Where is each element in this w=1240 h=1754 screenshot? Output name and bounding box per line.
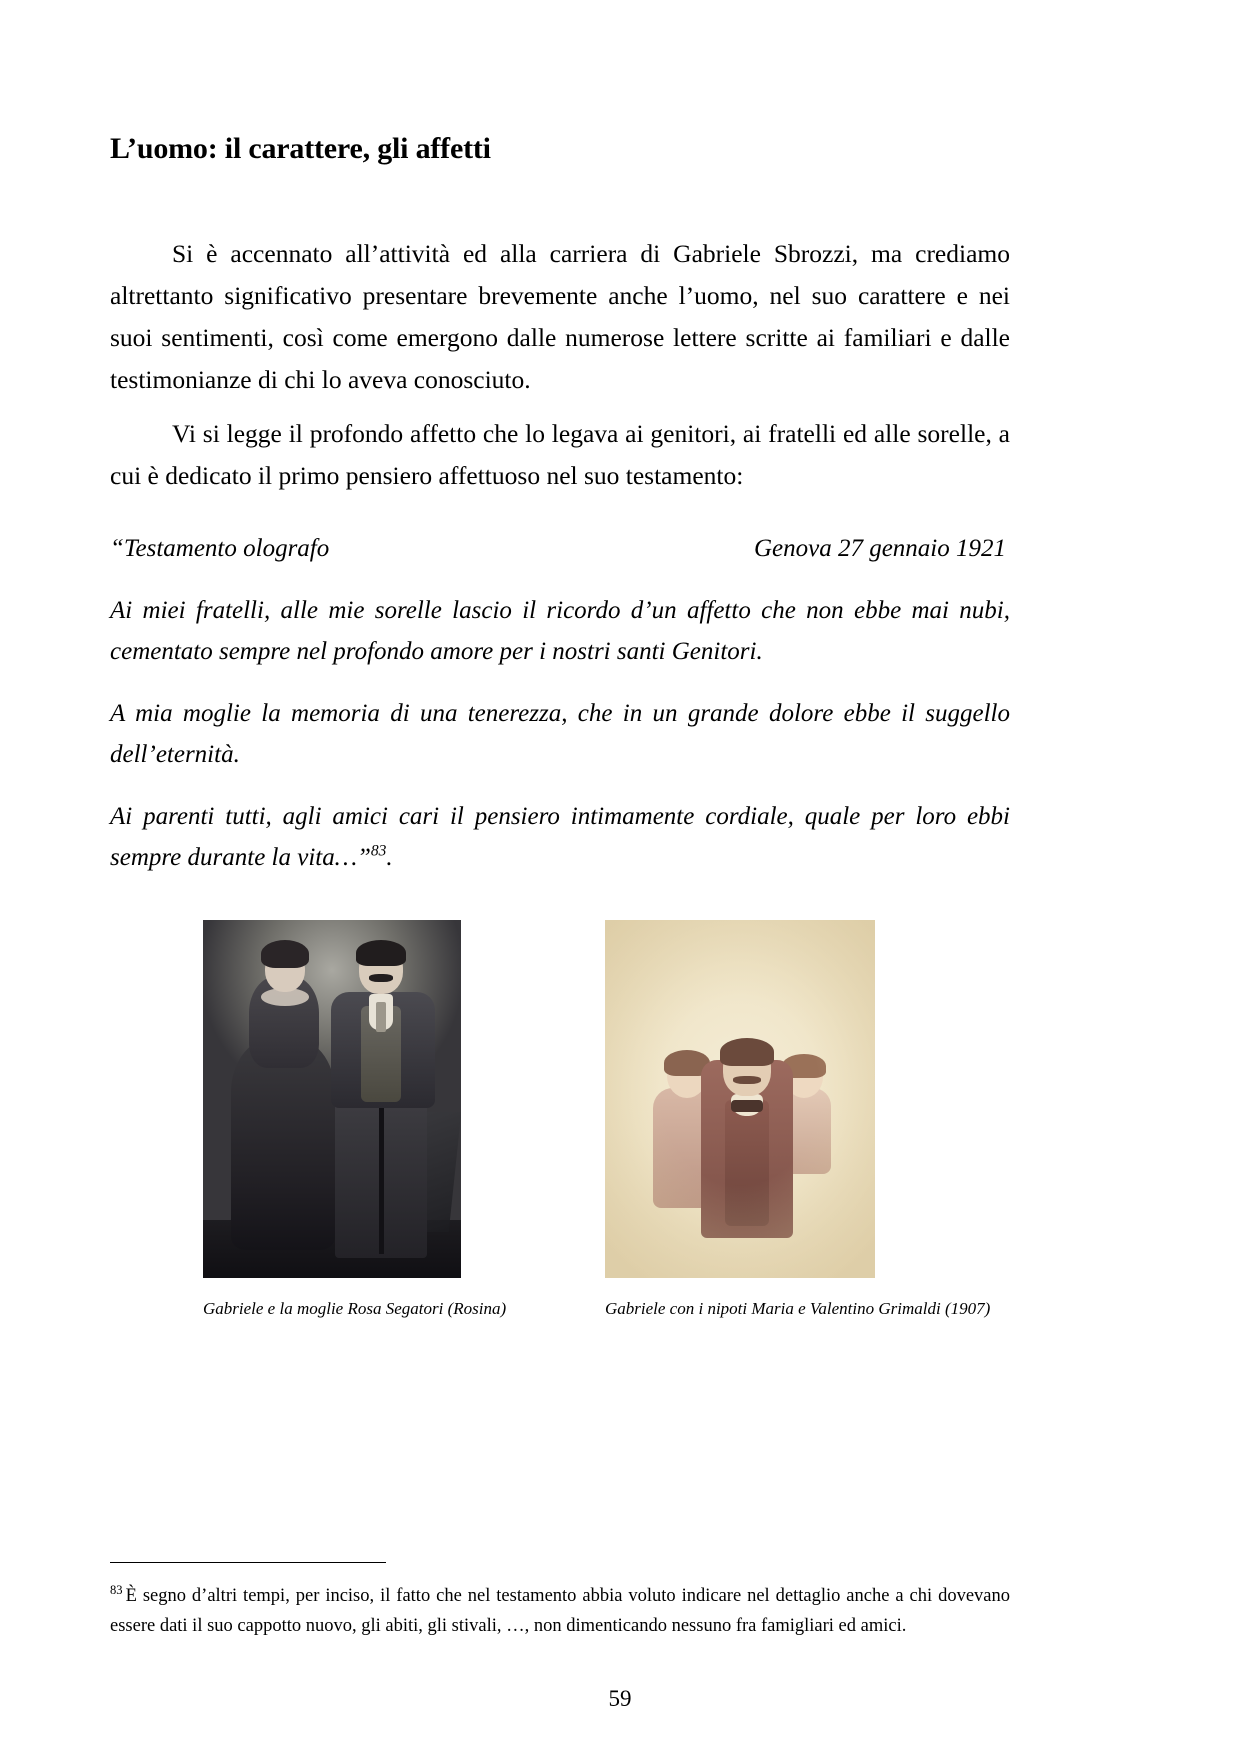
body-paragraph-2: Vi si legge il profondo affetto che lo legava ai genitori, ai fratelli ed alle sorelle, a cui è dedicato il primo pensiero affettuoso nel suo testamento: xyxy=(110,419,1010,490)
figure-row xyxy=(110,920,1010,1321)
man-moustache-shape xyxy=(369,974,393,982)
photo-vignette-overlay xyxy=(605,920,875,1278)
man-hair-shape xyxy=(356,940,406,966)
figure-caption-children: Gabriele con i nipoti Maria e Valentino Grimaldi (1907) xyxy=(605,1299,991,1318)
woman-hair-shape xyxy=(261,940,309,968)
testament-paragraph-3-text: Ai parenti tutti, agli amici cari il pensiero intimamente cordiale, quale per loro ebbi sempre durante la vita…” xyxy=(110,803,1010,871)
man-tie-shape xyxy=(376,1002,386,1032)
testament-paragraph-3-tail: . xyxy=(386,844,393,871)
figure-couple xyxy=(203,920,507,1321)
figure-children xyxy=(605,920,991,1321)
photo-couple-image xyxy=(203,920,461,1278)
footnote-separator-rule xyxy=(110,1562,386,1563)
figure-caption-couple: Gabriele e la moglie Rosa Segatori (Rosina) xyxy=(203,1299,507,1318)
footnote-83 xyxy=(110,1581,1010,1641)
footnote-area xyxy=(110,1562,1010,1641)
body-paragraph-1: Si è accennato all’attività ed alla carriera di Gabriele Sbrozzi, ma crediamo altrettanto significativo presentare brevemente anche l’uomo, nel suo carattere e nei suoi sentimenti, così come emergono dalle numerose lettere scritte ai familiari e dalle testimonianze di chi lo aveva conosciuto. xyxy=(110,239,1010,394)
footnote-body-text: È segno d’altri tempi, per inciso, il fatto che nel testamento abbia voluto indicare nel dettaglio anche a chi dovevano essere dati il suo cappotto nuovo, gli abiti, gli stivali, …, non dimenticando nessuno fra famigliari ed amici. xyxy=(110,1586,1010,1636)
footnote-reference-83[interactable]: 83 xyxy=(370,842,387,860)
testament-paragraph-1: Ai miei fratelli, alle mie sorelle lascio il ricordo d’un affetto che non ebbe mai nubi, cementato sempre nel profondo amore per i nostri santi Genitori. xyxy=(110,597,1010,665)
footnote-number: 83 xyxy=(110,1582,123,1597)
testament-place-date: Genova 27 gennaio 1921 xyxy=(753,535,1006,562)
testament-header-line xyxy=(110,529,1010,569)
man-leg-split-shape xyxy=(379,1104,384,1254)
testament-title: “Testamento olografo xyxy=(110,535,330,562)
testament-paragraph-2: A mia moglie la memoria di una tenerezza, che in un grande dolore ebbe il suggello dell’eternità. xyxy=(110,700,1010,768)
woman-skirt-shape xyxy=(231,1036,335,1250)
testament-paragraph-3 xyxy=(110,796,1010,878)
photo-children-image xyxy=(605,920,875,1278)
page-title: L’uomo: il carattere, gli affetti xyxy=(110,132,491,165)
figure-group xyxy=(110,920,1010,1321)
page-number: 59 xyxy=(608,1686,632,1711)
page-content xyxy=(110,0,1010,878)
